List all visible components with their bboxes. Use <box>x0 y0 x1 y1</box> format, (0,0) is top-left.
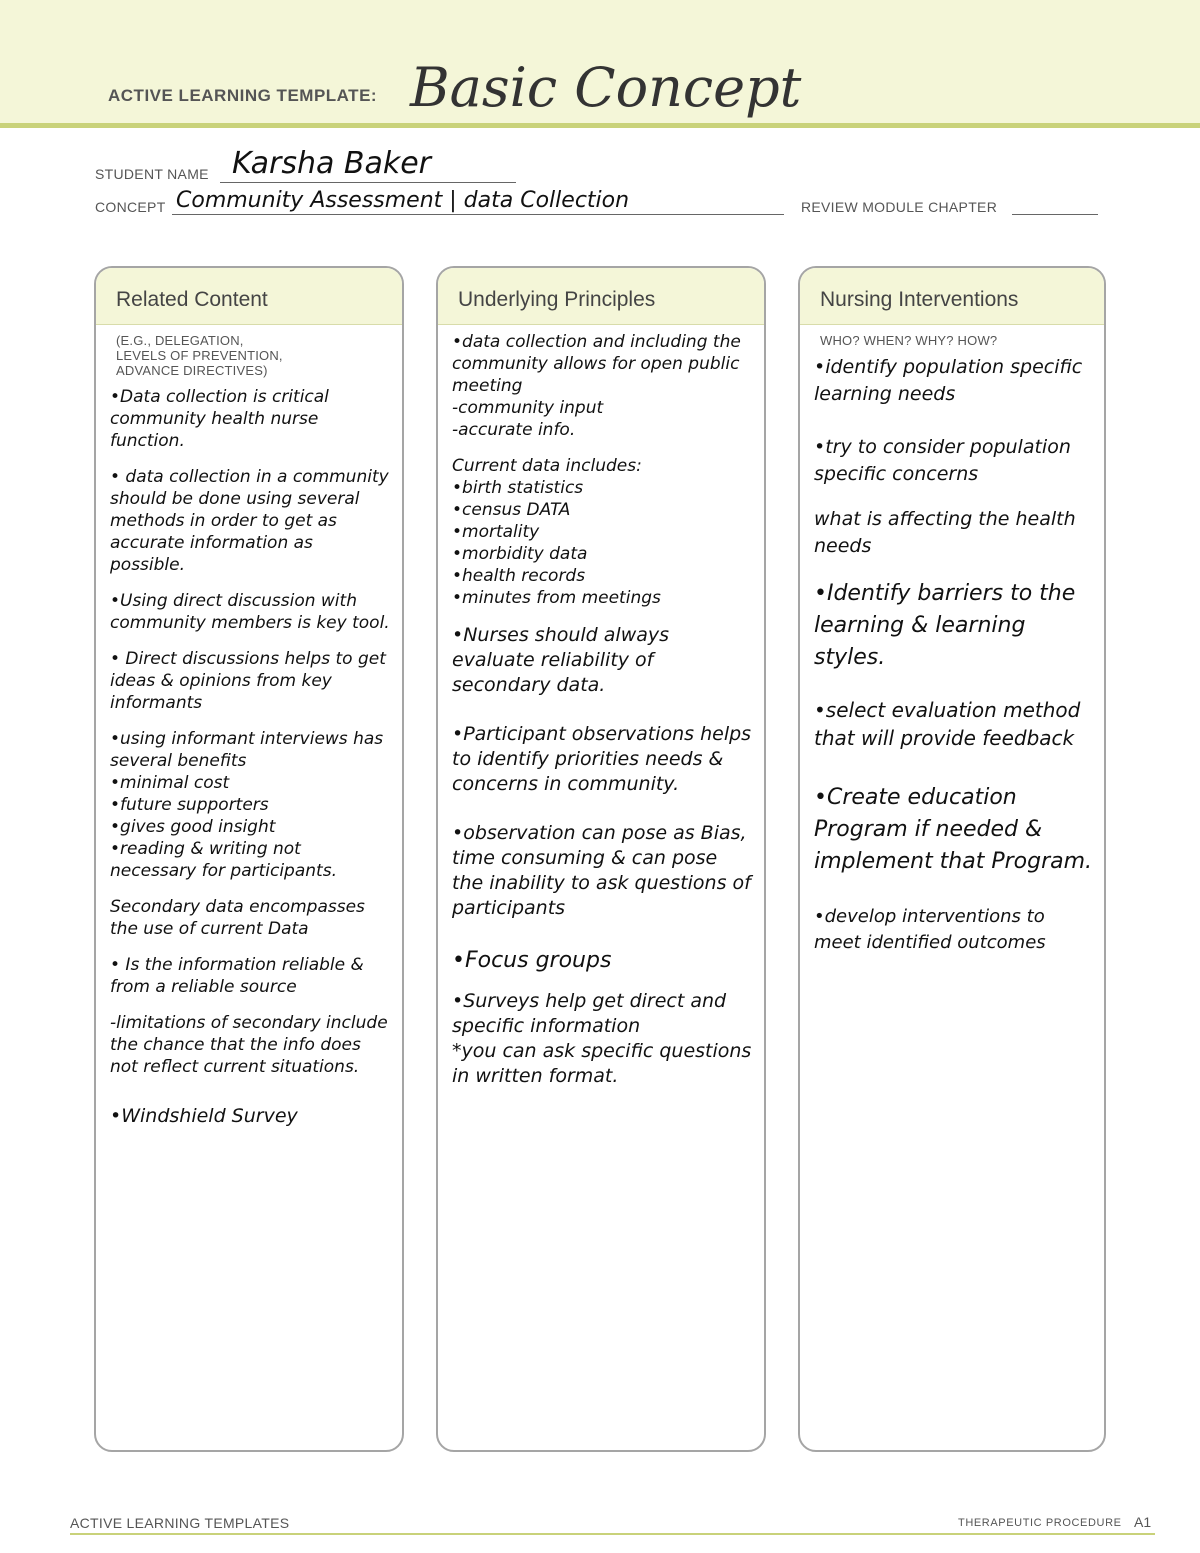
note: •Focus groups <box>452 948 612 973</box>
related-content-header <box>96 268 402 325</box>
student-name-label: STUDENT NAME <box>95 166 209 182</box>
template-label: ACTIVE LEARNING TEMPLATE: <box>108 86 378 105</box>
note: •using informant interviews has several benefits •minimal cost •future supporters •gives good insight •reading & writing not necessary for participants. <box>110 729 384 881</box>
header-divider <box>0 123 1200 128</box>
footer-page-number: A1 <box>1134 1514 1152 1530</box>
note: •Surveys help get direct and specific information *you can ask specific questions in written format. <box>452 990 752 1087</box>
note: •Windshield Survey <box>110 1105 298 1127</box>
note: -limitations of secondary include the chance that the info does not reflect current situations. <box>110 1013 388 1077</box>
note: •Data collection is critical community health nurse function. <box>110 387 329 451</box>
underlying-principles-card <box>436 266 766 1452</box>
related-content-card <box>94 266 404 1452</box>
note: Secondary data encompasses the use of current Data <box>110 897 365 939</box>
related-content-subtitle: (E.G., DELEGATION, LEVELS OF PREVENTION, ADVANCE DIRECTIVES) <box>116 333 283 378</box>
footer-procedure: THERAPEUTIC PROCEDURE <box>958 1517 1122 1529</box>
note: what is affecting the health needs <box>814 508 1076 557</box>
note: Current data includes: •birth statistics •census DATA •mortality •morbidity data •health records •minutes from meetings <box>452 456 661 608</box>
note: • Direct discussions helps to get ideas & opinions from key informants <box>110 649 386 713</box>
concept-line <box>172 214 784 215</box>
nursing-interventions-notes <box>800 352 1104 956</box>
concept-label: CONCEPT <box>95 199 166 215</box>
note: •select evaluation method that will provide feedback <box>814 698 1081 750</box>
note: •Participant observations helps to identify priorities needs & concerns in community. <box>452 723 752 795</box>
note: •try to consider population specific concerns <box>814 436 1071 485</box>
template-title: Basic Concept <box>410 56 802 119</box>
underlying-principles-header <box>438 268 764 325</box>
related-content-notes <box>96 382 402 1128</box>
note: •Using direct discussion with community members is key tool. <box>110 591 390 633</box>
related-content-title: Related Content <box>116 288 268 311</box>
note: •Create education Program if needed & implement that Program. <box>814 785 1093 874</box>
note: •data collection and including the community allows for open public meeting -community input -accurate info. <box>452 332 741 440</box>
note: •observation can pose as Bias, time consuming & can pose the inability to ask questions of participants <box>452 822 751 919</box>
note: •develop interventions to meet identified outcomes <box>814 906 1046 953</box>
nursing-interventions-title: Nursing Interventions <box>820 288 1019 311</box>
note: •Nurses should always evaluate reliability of secondary data. <box>452 624 670 696</box>
student-name-line <box>220 182 516 183</box>
note: • data collection in a community should be done using several methods in order to get as accurate information as possible. <box>110 467 389 575</box>
review-module-label: REVIEW MODULE CHAPTER <box>801 199 998 215</box>
nursing-interventions-subtitle: WHO? WHEN? WHY? HOW? <box>820 333 998 348</box>
underlying-principles-notes <box>438 325 764 1089</box>
note: • Is the information reliable & from a reliable source <box>110 955 364 997</box>
nursing-interventions-card <box>798 266 1106 1452</box>
footer-divider <box>70 1533 1155 1535</box>
student-name-value: Karsha Baker <box>232 146 432 181</box>
review-module-line <box>1012 214 1098 215</box>
nursing-interventions-header <box>800 268 1104 325</box>
note: •Identify barriers to the learning & learning styles. <box>814 581 1076 670</box>
footer-left: ACTIVE LEARNING TEMPLATES <box>70 1515 290 1531</box>
note: •identify population specific learning needs <box>814 356 1083 405</box>
underlying-principles-title: Underlying Principles <box>458 288 656 311</box>
concept-value: Community Assessment | data Collection <box>176 188 630 213</box>
